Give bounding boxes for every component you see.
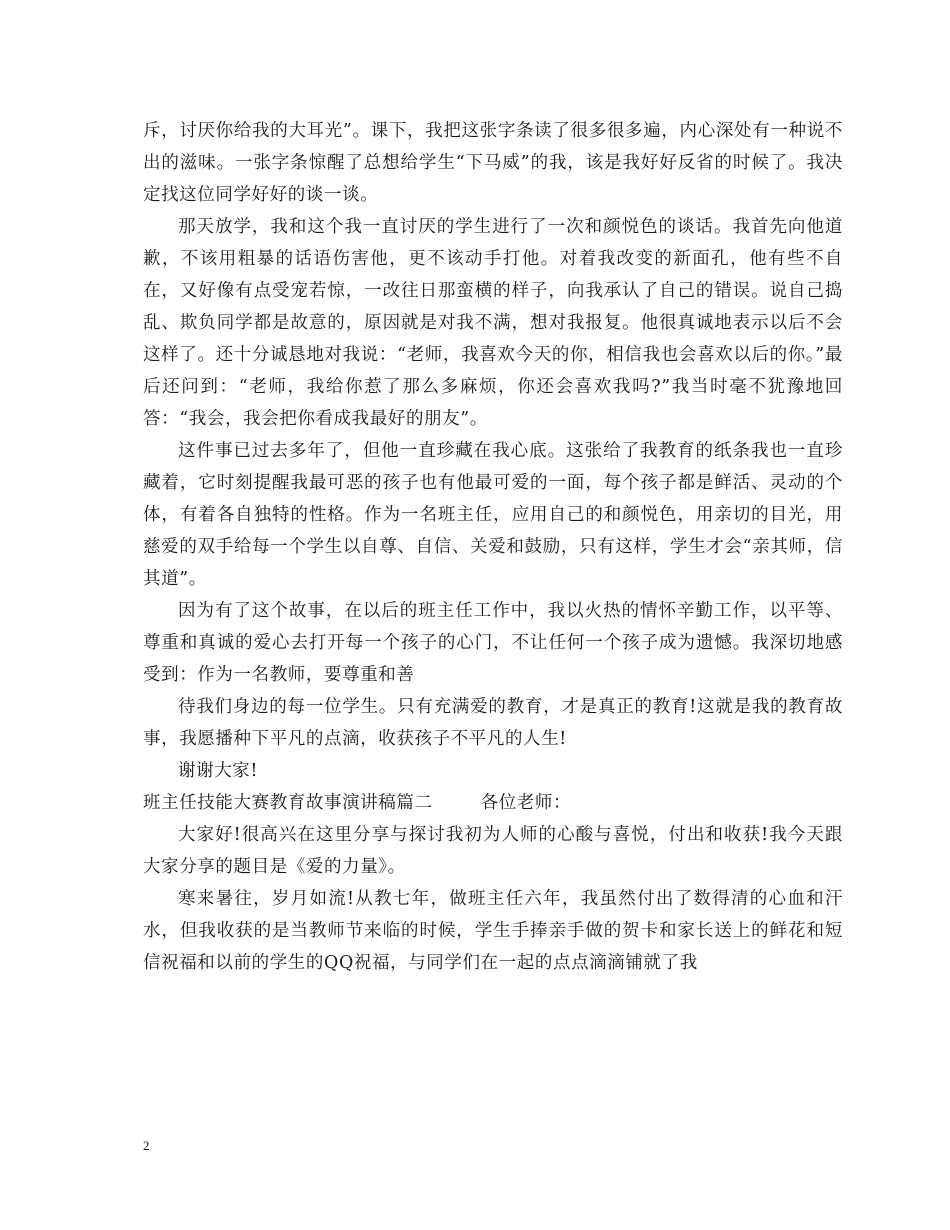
paragraph: 因为有了这个故事，在以后的班主任工作中，我以火热的情怀辛勤工作，以平等、尊重和真诚的爱心去打开每一个孩子的心门，不让任何一个孩子成为遗憾。我深切地感受到：作为一名教师，要尊重和善	[143, 601, 843, 685]
paragraph: 大家好!很高兴在这里分享与探讨我初为人师的心酸与喜悦，付出和收获!我今天跟大家分享的题目是《爱的力量》。	[143, 825, 843, 877]
salutation: 各位老师：	[480, 793, 572, 813]
page-number: 2	[143, 1138, 150, 1153]
paragraph: 待我们身边的每一位学生。只有充满爱的教育，才是真正的教育!这就是我的教育故事，我愿播种下平凡的点滴，收获孩子不平凡的人生!	[143, 697, 843, 749]
paragraph: 寒来暑往，岁月如流!从教七年，做班主任六年，我虽然付出了数得清的心血和汗水，但我收获的是当教师节来临的时候，学生手捧亲手做的贺卡和家长送上的鲜花和短信祝福和以前的学生的QQ祝福，与同学们在一起的点点滴滴铺就了我	[143, 889, 843, 973]
paragraph: 那天放学，我和这个我一直讨厌的学生进行了一次和颜悦色的谈话。我首先向他道歉，不该用粗暴的话语伤害他，更不该动手打他。对着我改变的新面孔，他有些不自在，又好像有点受宠若惊，一改往日那蛮横的样子，向我承认了自己的错误。说自己捣乱、欺负同学都是故意的，原因就是对我不满，想对我报复。他很真诚地表示以后不会这样了。还十分诚恳地对我说：“老师，我喜欢今天的你，相信我也会喜欢以后的你。”最后还问到：“老师，我给你惹了那么多麻烦，你还会喜欢我吗?”我当时毫不犹豫地回答：“我会，我会把你看成我最好的朋友”。	[143, 217, 843, 429]
document-body	[143, 115, 843, 979]
paragraph: 斥，讨厌你给我的大耳光”。课下，我把这张字条读了很多很多遍，内心深处有一种说不出的滋味。一张字条惊醒了总想给学生“下马威”的我，该是我好好反省的时候了。我决定找这位同学好好的谈一谈。	[143, 121, 843, 205]
section-title: 班主任技能大赛教育故事演讲稿篇二	[143, 793, 433, 813]
section-heading	[143, 787, 843, 819]
paragraph: 谢谢大家!	[178, 761, 259, 781]
paragraph: 这件事已过去多年了，但他一直珍藏在我心底。这张给了我教育的纸条我也一直珍藏着，它时刻提醒我最可恶的孩子也有他最可爱的一面，每个孩子都是鲜活、灵动的个体，有着各自独特的性格。作为一名班主任，应用自己的和颜悦色，用亲切的目光，用慈爱的双手给每一个学生以自尊、自信、关爱和鼓励，只有这样，学生才会“亲其师，信其道”。	[143, 441, 843, 589]
